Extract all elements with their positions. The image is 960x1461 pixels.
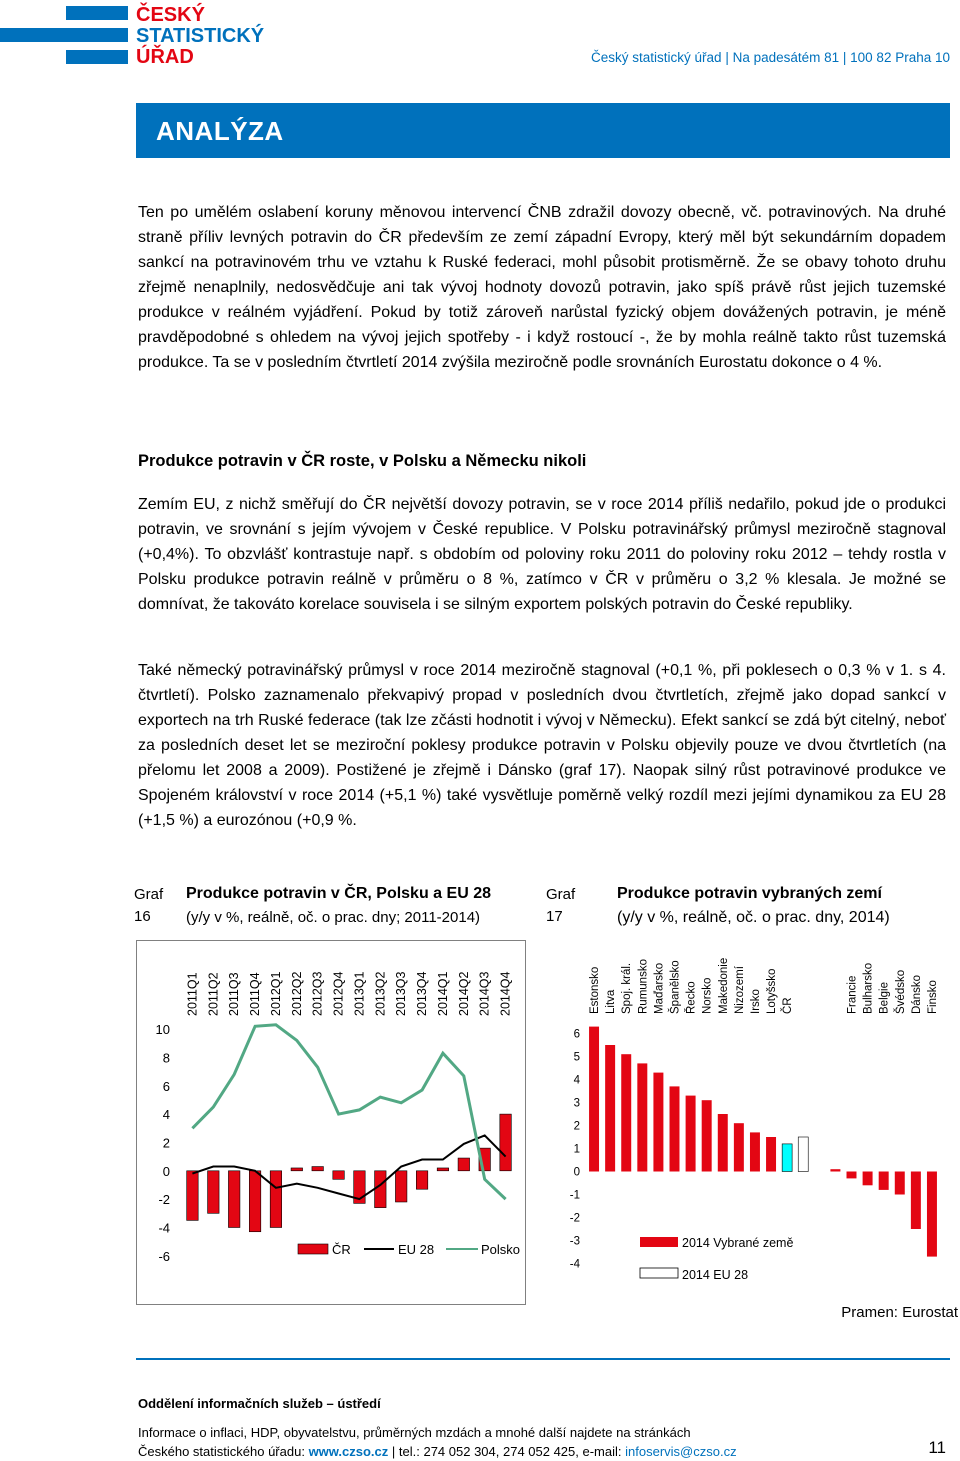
- chart17-bar-eu28: [798, 1137, 808, 1172]
- chart16-xtick: 2014Q4: [498, 971, 513, 1016]
- chart16-ytick: 8: [162, 1050, 170, 1066]
- chart16-legend-polsko: Polsko: [481, 1242, 521, 1257]
- chart16-bar: [416, 1171, 427, 1189]
- chart17-bar: [734, 1123, 744, 1171]
- chart17-xtick: Nizozemí: [733, 966, 746, 1014]
- chart16-xtick: 2014Q2: [456, 971, 471, 1016]
- chart17-xtick: Rumunsko: [637, 959, 650, 1014]
- chart17-bar: [605, 1045, 615, 1172]
- chart-graf17: [560, 940, 960, 1305]
- chart17-ytick: 6: [573, 1028, 580, 1041]
- chart16-bar: [437, 1168, 448, 1171]
- chart16-ytick: -6: [158, 1248, 170, 1264]
- chart17-bar-cr: [782, 1144, 792, 1172]
- chart16-bar: [249, 1171, 260, 1232]
- section-banner: [136, 103, 950, 158]
- graf17-title: Produkce potravin vybraných zemí: [617, 885, 882, 902]
- chart16-ytick: -4: [158, 1220, 170, 1236]
- banner-title: ANALÝZA: [156, 116, 284, 146]
- chart16-xtick: 2011Q2: [206, 972, 221, 1016]
- chart16-ytick: 2: [162, 1135, 170, 1151]
- logo-line-2: STATISTICKÝ: [136, 25, 265, 47]
- chart17-bar: [927, 1172, 937, 1257]
- chart17-legend-swatch-eu28: [640, 1268, 678, 1278]
- chart17-bar: [637, 1063, 647, 1171]
- footer-line-2-prefix: Českého statistického úřadu:: [138, 1444, 305, 1459]
- chart17-bar: [686, 1096, 696, 1172]
- chart16-xtick: 2012Q3: [310, 971, 325, 1016]
- graf16-title: Produkce potravin v ČR, Polsku a EU 28: [186, 885, 491, 902]
- chart16-xtick: 2012Q2: [289, 971, 304, 1016]
- footer-email-link[interactable]: infoservis@czso.cz: [625, 1444, 737, 1459]
- page-number: 11: [928, 1438, 946, 1457]
- graf16-subtitle: (y/y v %, reálně, oč. o prac. dny; 2011-2014): [186, 909, 481, 926]
- footer-line-1: Informace o inflaci, HDP, obyvatelstvu, průměrných mzdách a mnohé další najdete na stránkách: [138, 1425, 691, 1440]
- chart16-xtick: 2014Q3: [477, 971, 492, 1016]
- chart17-ytick: -4: [569, 1258, 580, 1271]
- header-address: Český statistický úřad | Na padesátém 81 | 100 82 Praha 10: [591, 50, 950, 65]
- chart17-xtick: Finsko: [926, 980, 939, 1014]
- chart17-ytick: 4: [573, 1074, 580, 1087]
- paragraph-2: Zemím EU, z nichž směřují do ČR největší dovozy potravin, se v roce 2014 příliš nedařilo, pokud jde o produkci potravin, ve srovnání s jejím vývojem v České republice. V Polsku potravinářský průmysl meziročně stagnoval (+0,4%). To obzvlášť kontrastuje např. s obdobím od poloviny roku 2011 do poloviny roku 2012 – tehdy rostla v Polsku produkce potravin reálně v průměru o 8 %, zatímco v ČR v průměru o 3,2 % klesala. Je možné se domnívat, že takováto korelace souvisela i se silným exportem polských potravin do České republiky.: [138, 496, 946, 613]
- chart16-xtick: 2012Q4: [331, 971, 346, 1016]
- chart17-legend-vybrane: 2014 Vybrané země: [682, 1236, 794, 1250]
- chart17-xtick: Norsko: [701, 977, 714, 1014]
- chart17-xtick: Litva: [605, 989, 618, 1014]
- chart17-xtick: Dánsko: [910, 975, 923, 1014]
- chart17-bar: [718, 1114, 728, 1172]
- chart17-ytick: 1: [573, 1143, 580, 1156]
- footer-line-2-mid: | tel.: 274 052 304, 274 052 425, e-mail:: [391, 1444, 622, 1459]
- chart16-ytick: 10: [155, 1022, 170, 1038]
- chart17-xtick: Maďarsko: [653, 962, 666, 1014]
- chart16-xtick: 2012Q1: [268, 971, 283, 1016]
- chart17-ytick: -3: [569, 1235, 580, 1248]
- chart17-xtick: Lotyšsko: [766, 968, 779, 1014]
- chart17-bar: [766, 1137, 776, 1172]
- chart17-ytick: -1: [569, 1189, 580, 1202]
- chart17-bar: [589, 1027, 599, 1172]
- chart16-bar: [458, 1158, 469, 1171]
- chart16-ytick: -2: [158, 1192, 170, 1208]
- chart17-bar: [670, 1086, 680, 1171]
- chart16-xtick: 2013Q1: [352, 971, 367, 1016]
- chart17-ytick: -2: [569, 1212, 580, 1225]
- chart16-legend-eu28: EU 28: [398, 1242, 435, 1257]
- chart16-bar: [187, 1171, 198, 1221]
- chart-graf16: [136, 940, 526, 1305]
- graf16-title-block: [186, 882, 536, 930]
- graf17-label: Graf 17: [546, 886, 576, 925]
- footer-divider: [136, 1358, 950, 1360]
- chart17-bar: [879, 1172, 889, 1190]
- chart17-xtick: Španělsko: [669, 960, 682, 1014]
- footer-department: Oddělení informačních služeb – ústředí: [138, 1396, 381, 1411]
- chart16-bar: [375, 1171, 386, 1208]
- chart17-xtick: Estonsko: [589, 966, 602, 1014]
- footer-web-link[interactable]: www.czso.cz: [308, 1444, 389, 1459]
- chart17-xtick: ČR: [782, 997, 795, 1014]
- chart16-bar: [270, 1171, 281, 1228]
- chart17-bar: [895, 1172, 905, 1195]
- section-heading: Produkce potravin v ČR roste, v Polsku a Německu nikoli: [138, 452, 587, 470]
- logo-line-3: ÚŘAD: [136, 46, 194, 68]
- graf16-label: Graf 16: [134, 886, 164, 925]
- chart16-xtick: 2011Q1: [185, 972, 200, 1016]
- chart17-ytick: 5: [573, 1051, 580, 1064]
- chart17-xtick: Francie: [846, 975, 859, 1014]
- chart17-xtick: Bulharsko: [862, 962, 875, 1014]
- chart17-xtick: Irsko: [749, 989, 762, 1014]
- chart17-legend-swatch-vybrane: [640, 1237, 678, 1247]
- chart17-xtick: Makedonie: [717, 957, 730, 1014]
- logo-line-1: ČESKÝ: [136, 4, 205, 26]
- chart16-xtick: 2013Q4: [415, 971, 430, 1016]
- chart16-legend-swatch-cr: [298, 1244, 328, 1254]
- graf17-title-block: [617, 882, 957, 930]
- chart17-bar: [702, 1100, 712, 1171]
- chart16-xtick: 2011Q4: [248, 972, 263, 1016]
- chart16-bar: [291, 1168, 302, 1171]
- chart16-xtick: 2013Q3: [394, 971, 409, 1016]
- chart17-xtick: Švédsko: [894, 969, 907, 1014]
- graf17-subtitle: (y/y v %, reálně, oč. o prac. dny, 2014): [617, 909, 890, 926]
- chart17-bar: [847, 1172, 857, 1179]
- chart16-bar: [333, 1171, 344, 1180]
- chart17-xtick: Řecko: [685, 981, 698, 1014]
- chart16-bar: [395, 1171, 406, 1202]
- chart16-bar: [312, 1167, 323, 1171]
- chart17-xtick: Spoj. král.: [621, 962, 634, 1014]
- chart17-bar: [621, 1054, 631, 1171]
- chart17-bar: [863, 1172, 873, 1186]
- chart16-xtick: 2011Q3: [227, 972, 242, 1016]
- paragraph-1: Ten po umělém oslabení koruny měnovou intervencí ČNB zdražil dovozy obecně, vč. potravinových. Na druhé straně příliv levných potravin do ČR především ze zemí západní Evropy, který měl být sekundárním dopadem sankcí na potravinovém trhu ve vztahu k Ruské federaci, mohl působit protisměrně. Že se obavy tohoto druhu zřejmě nenaplnily, nedosvědčuje ani tak vývoj hodnoty dovozů potravin, jako spíš právě růst jejich tuzemské produkce v reálném vyjádření. Pokud by totiž zároveň narůstal fyzický objem dovážených potravin, je méně pravděpodobné s ohledem na vývoj jejich spotřeby - i když rostoucí -, že by mohla reálně takto růst tuzemská produkce. Ta se v posledním čtvrtletí 2014 zvýšila meziročně podle srovnáních Eurostatu dokonce o 4 %.: [138, 204, 946, 371]
- chart17-ytick: 0: [573, 1166, 580, 1179]
- source-note: Pramen: Eurostat: [841, 1304, 958, 1321]
- chart17-bar: [911, 1172, 921, 1230]
- footer-info: [138, 1423, 737, 1461]
- chart16-legend-cr: ČR: [332, 1242, 351, 1257]
- chart17-bar: [653, 1073, 663, 1172]
- chart16-xtick: 2013Q2: [373, 971, 388, 1016]
- czso-logo: [0, 0, 270, 70]
- chart16-bar: [228, 1171, 239, 1228]
- chart17-bar: [830, 1169, 840, 1171]
- chart16-bar: [208, 1171, 219, 1214]
- chart17-ytick: 3: [573, 1097, 580, 1110]
- chart17-ytick: 2: [573, 1120, 580, 1133]
- paragraph-3: Také německý potravinářský průmysl v roce 2014 meziročně stagnoval (+0,1 %, při poklesech o 0,3 % v 1. s 4. čtvrtletí). Polsko zaznamenalo překvapivý propad v posledních dvou čtvrtletích, zřejmě jako dopad sankcí v exportech na trh Ruské federace (tak lze zčásti hodnotit i vývoj v Německu). Efekt sankcí se zdá být citelný, neboť za posledních deset let se meziroční poklesy produkce potravin v Polsku objevily pouze ve dvou čtvrtletích (na přelomu let 2008 a 2009). Postižené je zřejmě i Dánsko (graf 17). Naopak silný růst potravinové produkce ve Spojeném království v roce 2014 (+5,1 %) také vysvětluje poměrně velký rozdíl mezi jejími dynamikou za EU 28 (+1,5 %) a eurozónou (+0,9 %.: [138, 662, 946, 829]
- chart16-bar: [500, 1114, 511, 1171]
- chart16-xtick: 2014Q1: [435, 971, 450, 1016]
- chart17-legend-eu28: 2014 EU 28: [682, 1268, 749, 1282]
- chart17-xtick: Belgie: [878, 982, 891, 1014]
- chart17-bar: [750, 1132, 760, 1171]
- chart16-ytick: 0: [162, 1163, 170, 1179]
- chart16-ytick: 6: [162, 1078, 170, 1094]
- chart16-ytick: 4: [162, 1107, 170, 1123]
